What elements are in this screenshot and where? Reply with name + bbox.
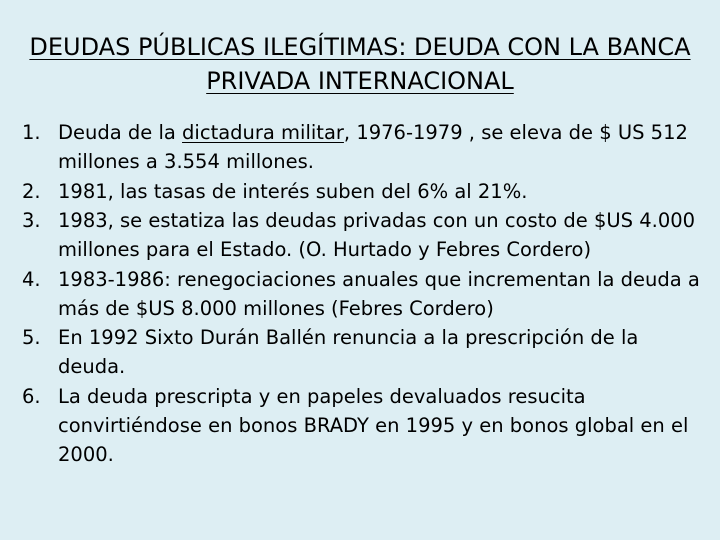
item-text: 1983-1986: renegociaciones anuales que incrementan la deuda a más de $US 8.000 millones (Febres Cordero) xyxy=(58,267,700,320)
list-item-3 xyxy=(22,206,702,264)
list-item-1 xyxy=(22,118,702,176)
item-text: La deuda prescripta y en papeles devaluados resucita convirtiéndose en bonos BRADY en 1995 y en bonos global en el 2000. xyxy=(58,384,689,466)
item-text: 1983, se estatiza las deudas privadas con un costo de $US 4.000 millones para el Estado. (O. Hurtado y Febres Cordero) xyxy=(58,209,696,261)
list-item-4 xyxy=(22,265,702,323)
list-item-5 xyxy=(22,323,702,381)
item-number: 6. xyxy=(22,384,41,408)
item-text-end: , 1976-1979 , se eleva de $ US 512 millones a 3.554 millones. xyxy=(58,121,688,173)
item-number: 2. xyxy=(22,179,41,203)
item-text-start: Deuda de la xyxy=(58,121,183,144)
debt-history-list xyxy=(22,118,702,469)
slide-title: DEUDAS PÚBLICAS ILEGÍTIMAS: DEUDA CON LA BANCA PRIVADA INTERNACIONAL xyxy=(29,33,691,95)
item-text: En 1992 Sixto Durán Ballén renuncia a la prescripción de la deuda. xyxy=(58,326,639,378)
item-text: 1981, las tasas de interés suben del 6% al 21%. xyxy=(58,179,528,203)
list-item-6 xyxy=(22,382,702,469)
list-item-2 xyxy=(22,177,702,206)
item-number: 1. xyxy=(22,121,41,144)
item-number: 5. xyxy=(22,326,41,349)
item-number: 3. xyxy=(22,209,41,232)
item-number: 4. xyxy=(22,267,41,291)
dictadura-militar-link[interactable]: dictadura militar xyxy=(182,121,344,144)
